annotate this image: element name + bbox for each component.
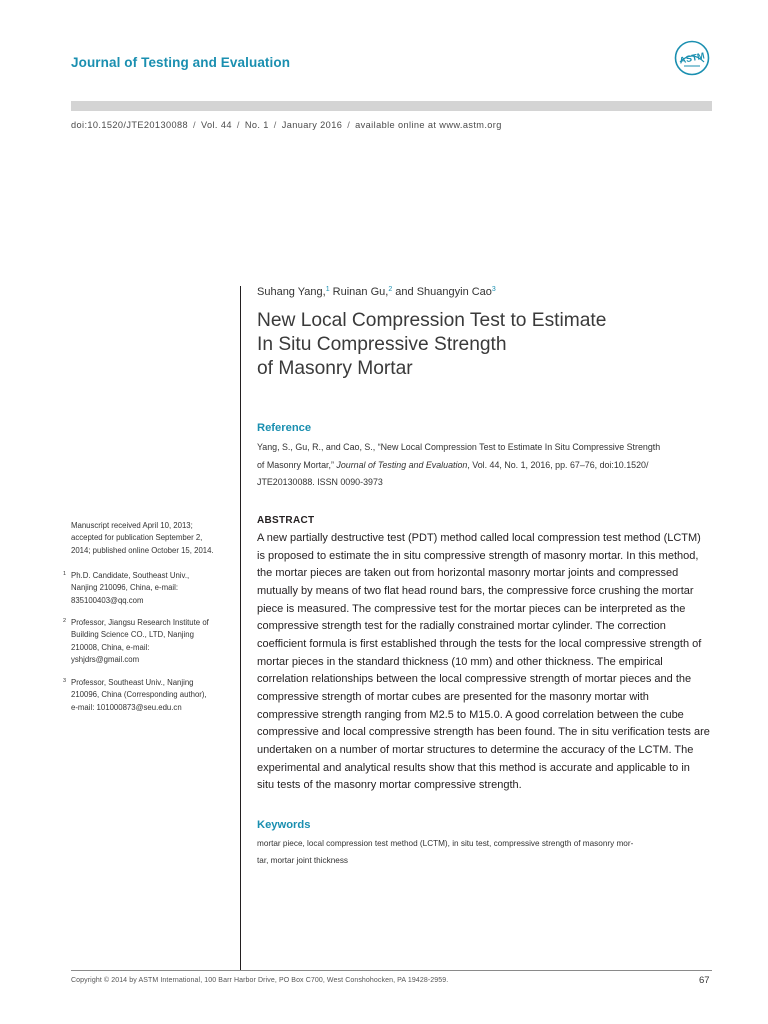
- abstract-line: A new partially destructive test (PDT) method called local compression test method (LCTM): [257, 532, 701, 544]
- abstract-line: coefficient formula is first established through the tests for the local compressive strength of: [257, 637, 702, 650]
- keywords-line: tar, mortar joint thickness: [257, 855, 349, 865]
- abstract-line: compressive strength test for the radially constrained mortar cylinder. The correction: [257, 620, 666, 633]
- footer-divider: [71, 970, 712, 971]
- column-divider: [240, 286, 241, 970]
- note-line: Nanjing 210096, China, e-mail:: [71, 583, 179, 593]
- svg-text:ASTM: ASTM: [678, 50, 706, 66]
- citation-line: JTE20130088. ISSN 0090-3973: [257, 477, 383, 487]
- abstract-line: is proposed to estimate the in situ compressive strength of masonry mortar. In this method,: [257, 549, 699, 562]
- email-link[interactable]: yshjdrs@gmail.com: [71, 654, 140, 664]
- reference-heading: Reference: [257, 422, 312, 434]
- citation-text: of Masonry Mortar,”: [257, 459, 337, 470]
- abstract-line: mortar pieces in the standard thickness (10 mm) and other thickness. The empirical: [257, 655, 663, 668]
- journal-title: Journal of Testing and Evaluation: [71, 55, 291, 70]
- abstract-line: the mortar pieces are taken out from horizontal masonry mortar joints and compressed: [257, 567, 679, 580]
- header-divider-bar: [71, 101, 712, 111]
- copyright-notice: Copyright © 2014 by ASTM International, 100 Barr Harbor Drive, PO Box C700, West Conshohocken, PA 19428-2959.: [71, 977, 449, 984]
- footnote-3: [63, 677, 207, 714]
- note-line: 210096, China (Corresponding author),: [71, 690, 207, 700]
- astm-logo-icon: [674, 40, 710, 76]
- abstract-line: situ tests of the masonry mortar compressive strength.: [257, 779, 522, 792]
- title-line: New Local Compression Test to Estimate: [257, 310, 607, 331]
- email-link[interactable]: 835100403@qq.com: [71, 595, 144, 605]
- date-text: January 2016: [281, 120, 343, 130]
- citation-line: [257, 457, 712, 475]
- author-affiliation-mark[interactable]: 2: [388, 286, 393, 293]
- abstract-line: compressive and local compressive strength has been found. The in situ verification tests are: [257, 726, 710, 739]
- email-link[interactable]: e-mail: 101000873@seu.edu.cn: [71, 702, 182, 712]
- note-line: 210008, China, e-mail:: [71, 642, 150, 652]
- abstract-line: compressive strength ranging from M2.5 to M15.0. A good correlation between the cube: [257, 708, 684, 721]
- reference-citation: [257, 439, 712, 492]
- footnote-mark: 1: [63, 571, 67, 577]
- availability-text[interactable]: available online at www.astm.org: [355, 120, 502, 130]
- footnote-mark: 2: [63, 618, 67, 624]
- separator: /: [273, 120, 277, 130]
- author-affiliation-mark[interactable]: 3: [491, 286, 496, 293]
- separator: /: [347, 120, 351, 130]
- manuscript-history: [71, 520, 214, 557]
- separator: /: [236, 120, 240, 130]
- note-line: accepted for publication September 2,: [71, 533, 203, 543]
- doi-text[interactable]: doi:10.1520/JTE20130088: [71, 120, 188, 130]
- citation-text: , Vol. 44, No. 1, 2016, pp. 67–76, doi:10.1520/: [467, 459, 649, 470]
- title-line: In Situ Compressive Strength: [257, 334, 507, 355]
- author-name: Ruinan Gu,: [329, 286, 389, 298]
- note-line: Building Science CO., LTD, Nanjing: [71, 630, 194, 640]
- note-line: Ph.D. Candidate, Southeast Univ.,: [71, 571, 190, 580]
- author-affiliation-mark[interactable]: 1: [325, 286, 330, 293]
- note-line: 2014; published online October 15, 2014.: [71, 545, 214, 555]
- abstract-line: mutually by means of two flat head round bars, the compressive force crushing the mortar: [257, 584, 694, 597]
- issue-text: No. 1: [244, 120, 269, 130]
- keywords-heading: Keywords: [257, 819, 311, 831]
- separator: /: [193, 120, 196, 130]
- page-number: 67: [699, 975, 710, 986]
- paper-title: [257, 309, 707, 381]
- note-line: Professor, Southeast Univ., Nanjing: [71, 678, 194, 687]
- abstract-heading: ABSTRACT: [257, 515, 315, 526]
- abstract-line: undertaken on a number of mortar structures to determine the accuracy of the LCTM. The: [257, 743, 694, 756]
- footnote-1: [63, 570, 189, 607]
- volume-text: Vol. 44: [200, 120, 232, 130]
- abstract-line: piece is measured. The compressive test for the mortar pieces can be interpreted as the: [257, 602, 686, 615]
- footnote-mark: 3: [63, 678, 67, 684]
- citation-journal: Journal of Testing and Evaluation: [336, 459, 468, 470]
- citation-line: Yang, S., Gu, R., and Cao, S., “New Local Compression Test to Estimate In Situ Compressive Strength: [257, 442, 661, 452]
- note-line: Professor, Jiangsu Research Institute of: [71, 618, 209, 627]
- footnote-2: [63, 617, 209, 666]
- author-name: and Shuangyin Cao: [392, 286, 492, 298]
- abstract-line: compressive strength of mortar cubes are presented for the masonry mortar with: [257, 690, 649, 703]
- keywords-list: [257, 836, 712, 869]
- author-name: Suhang Yang,: [257, 286, 326, 298]
- doi-line: [71, 120, 502, 130]
- note-line: Manuscript received April 10, 2013;: [71, 521, 193, 530]
- abstract-line: correlation relationships between the local compressive strength of mortar pieces and the: [257, 673, 692, 686]
- title-line: of Masonry Mortar: [257, 358, 413, 379]
- abstract-body: [257, 530, 715, 795]
- abstract-line: experimental and analytical results show that this method is accurate and applicable to in: [257, 761, 690, 774]
- keywords-line: mortar piece, local compression test method (LCTM), in situ test, compressive strength of masonry mor-: [257, 839, 634, 848]
- author-list: [257, 286, 496, 298]
